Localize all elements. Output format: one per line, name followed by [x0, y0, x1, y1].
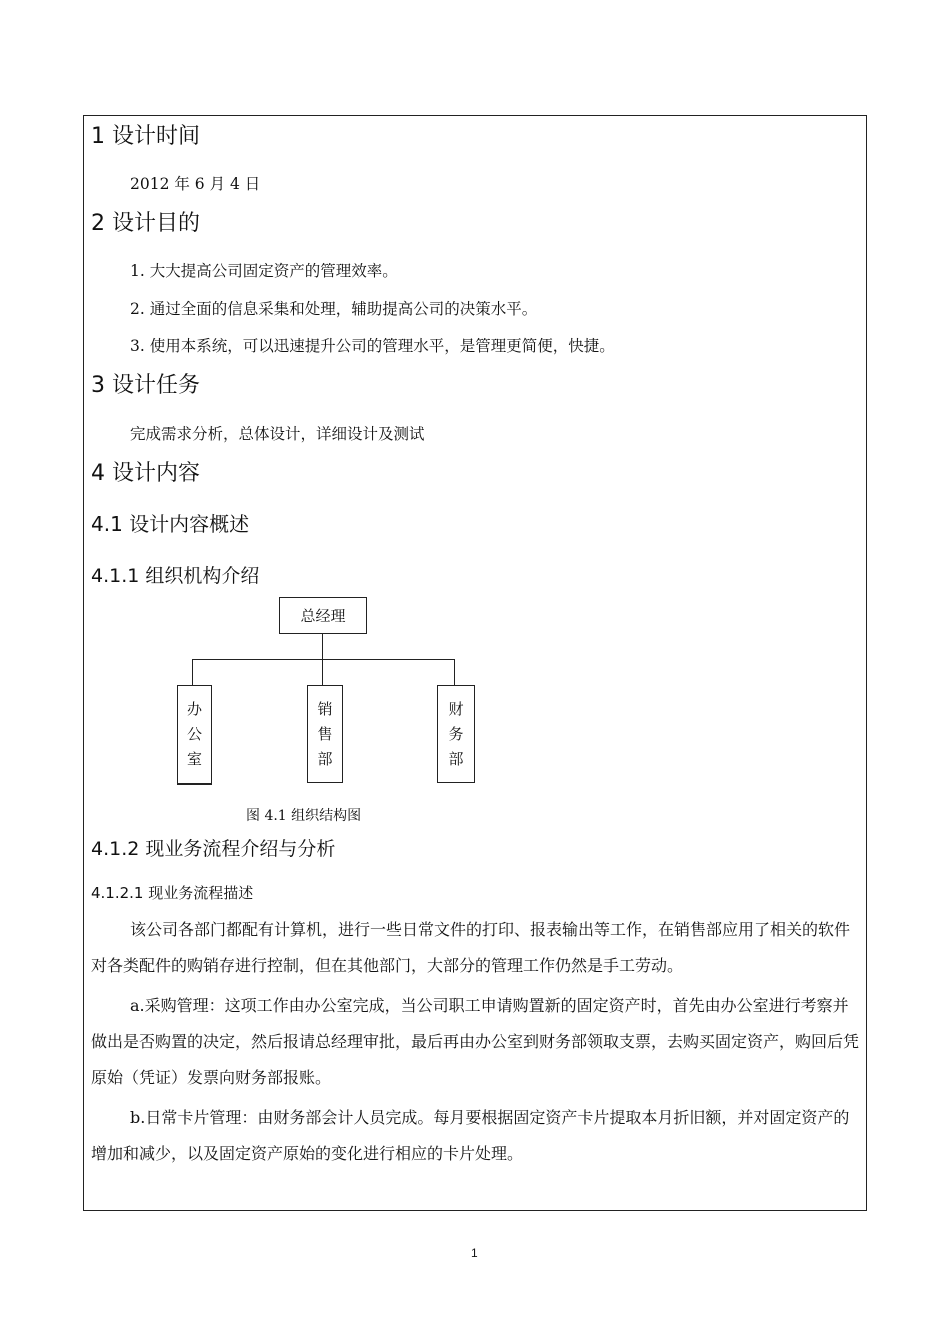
org-connector-horizontal: [192, 659, 455, 660]
org-node-finance: [437, 685, 475, 783]
section-4-1-2-heading: 4.1.2 现业务流程介绍与分析: [91, 838, 336, 860]
org-node-char: 公: [186, 725, 202, 743]
org-node-char: 办: [186, 700, 202, 718]
goal-item-2: 2. 通过全面的信息采集和处理，辅助提高公司的决策水平。: [130, 300, 538, 318]
org-node-general-manager: [279, 597, 367, 634]
org-node-label: 总经理: [300, 607, 346, 625]
design-date: 2012 年 6 月 4 日: [130, 175, 261, 193]
section-4-1-2-1-heading: 4.1.2.1 现业务流程描述: [91, 884, 254, 902]
org-connector-right: [454, 659, 455, 685]
section-2-heading: 2 设计目的: [91, 211, 200, 236]
page-number: 1: [471, 1246, 478, 1260]
org-node-char: 部: [317, 749, 333, 768]
section-3-heading: 3 设计任务: [91, 373, 200, 398]
org-connector-left: [192, 659, 193, 685]
org-node-office: [177, 685, 212, 785]
goal-item-3: 3. 使用本系统，可以迅速提升公司的管理水平，是管理更简便，快捷。: [130, 337, 615, 355]
goal-item-1: 1. 大大提高公司固定资产的管理效率。: [130, 262, 398, 280]
paragraph-purchase: a.采购管理：这项工作由办公室完成，当公司职工申请购置新的固定资产时，首先由办公室进行考察并做出是否购置的决定，然后报请总经理审批，最后再由办公室到财务部领取支票，去购买固定资产，购回后凭原始（凭证）发票向财务部报账。: [91, 996, 860, 1087]
section-4-1-1-heading: 4.1.1 组织机构介绍: [91, 565, 260, 587]
org-node-sales: [307, 685, 343, 783]
org-node-char: 售: [317, 724, 333, 743]
org-node-char: 销: [317, 699, 333, 718]
org-node-char: 务: [448, 724, 464, 743]
section-4-heading: 4 设计内容: [91, 461, 200, 486]
figure-caption: 图 4.1 组织结构图: [246, 808, 362, 824]
org-node-char: 部: [448, 749, 464, 768]
section-1-heading: 1 设计时间: [91, 124, 200, 149]
org-node-char: 室: [186, 750, 202, 768]
paragraph-card-management: b.日常卡片管理：由财务部会计人员完成。每月要根据固定资产卡片提取本月折旧额，并对固定资产的增加和减少，以及固定资产原始的变化进行相应的卡片处理。: [91, 1108, 850, 1163]
body-paragraphs: [91, 912, 859, 1172]
task-text: 完成需求分析，总体设计，详细设计及测试: [130, 425, 425, 443]
paragraph-overview: 该公司各部门都配有计算机，进行一些日常文件的打印、报表输出等工作，在销售部应用了相关的软件对各类配件的购销存进行控制，但在其他部门，大部分的管理工作仍然是手工劳动。: [91, 920, 851, 975]
section-4-1-heading: 4.1 设计内容概述: [91, 512, 250, 536]
org-node-char: 财: [448, 699, 464, 718]
